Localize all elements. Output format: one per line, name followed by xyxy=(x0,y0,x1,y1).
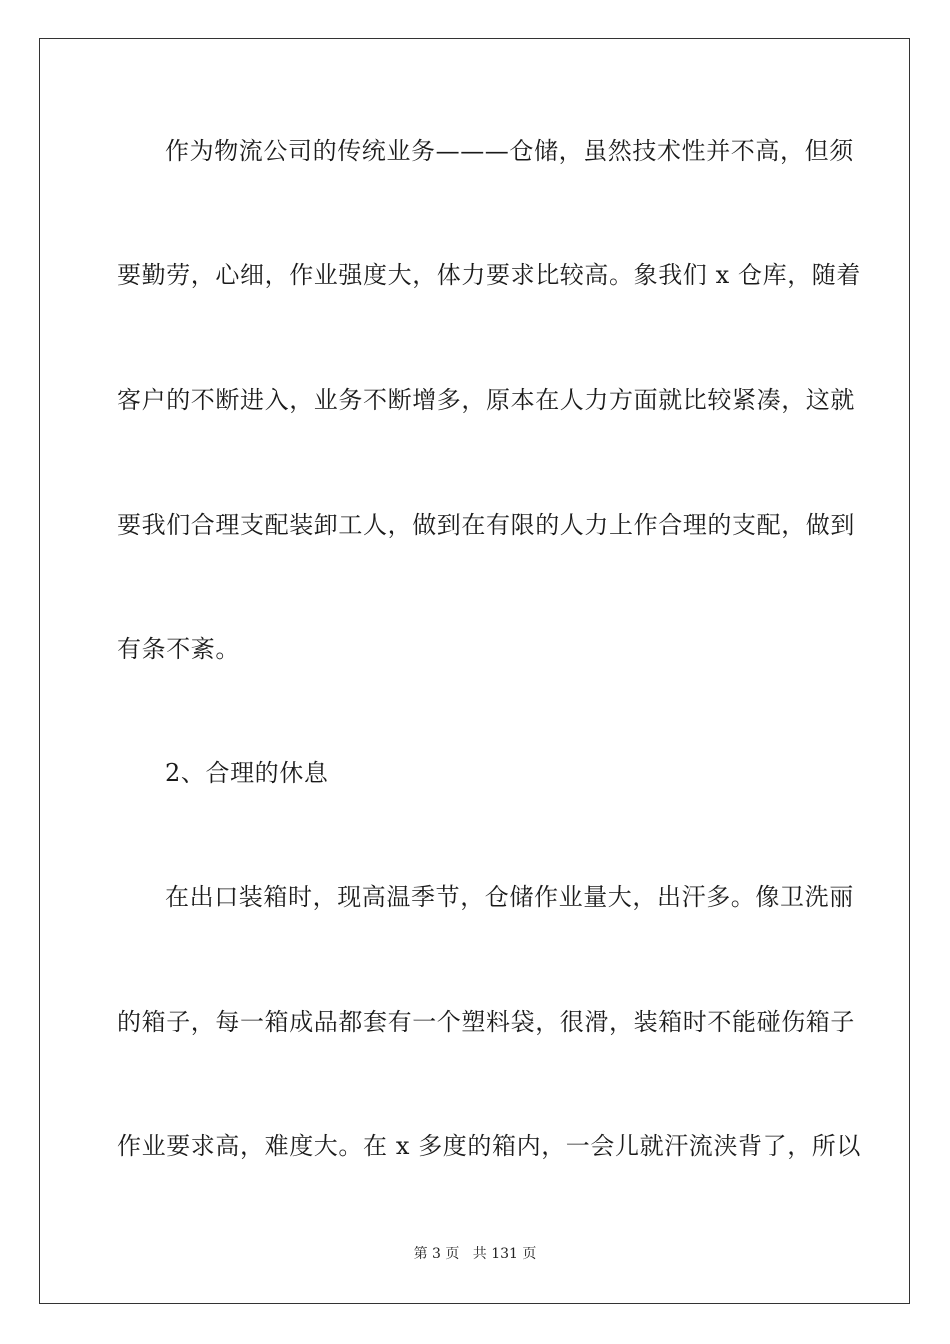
paragraph-line-3: 客户的不断进入，业务不断增多，原本在人力方面就比较紧凑，这就 xyxy=(117,386,855,414)
page-total: 共 131 页 xyxy=(472,1246,537,1262)
section-heading: 2、合理的休息 xyxy=(165,759,329,787)
paragraph-line-6: 在出口装箱时，现高温季节，仓储作业量大，出汗多。像卫洗丽 xyxy=(165,883,854,911)
paragraph-line-5: 有条不紊。 xyxy=(117,635,240,663)
paragraph-line-4: 要我们合理支配装卸工人，做到在有限的人力上作合理的支配，做到 xyxy=(117,511,855,539)
paragraph-line-2: 要勤劳，心细，作业强度大，体力要求比较高。象我们 x 仓库，随着 xyxy=(117,261,861,289)
page-footer xyxy=(0,1244,950,1264)
paragraph-line-8: 作业要求高，难度大。在 x 多度的箱内，一会儿就汗流浃背了，所以 xyxy=(117,1132,861,1160)
page-border xyxy=(39,38,910,1304)
page-number: 第 3 页 xyxy=(413,1246,460,1262)
paragraph-line-1: 作为物流公司的传统业务———仓储，虽然技术性并不高，但须 xyxy=(165,137,854,165)
paragraph-line-7: 的箱子，每一箱成品都套有一个塑料袋，很滑，装箱时不能碰伤箱子 xyxy=(117,1008,855,1036)
